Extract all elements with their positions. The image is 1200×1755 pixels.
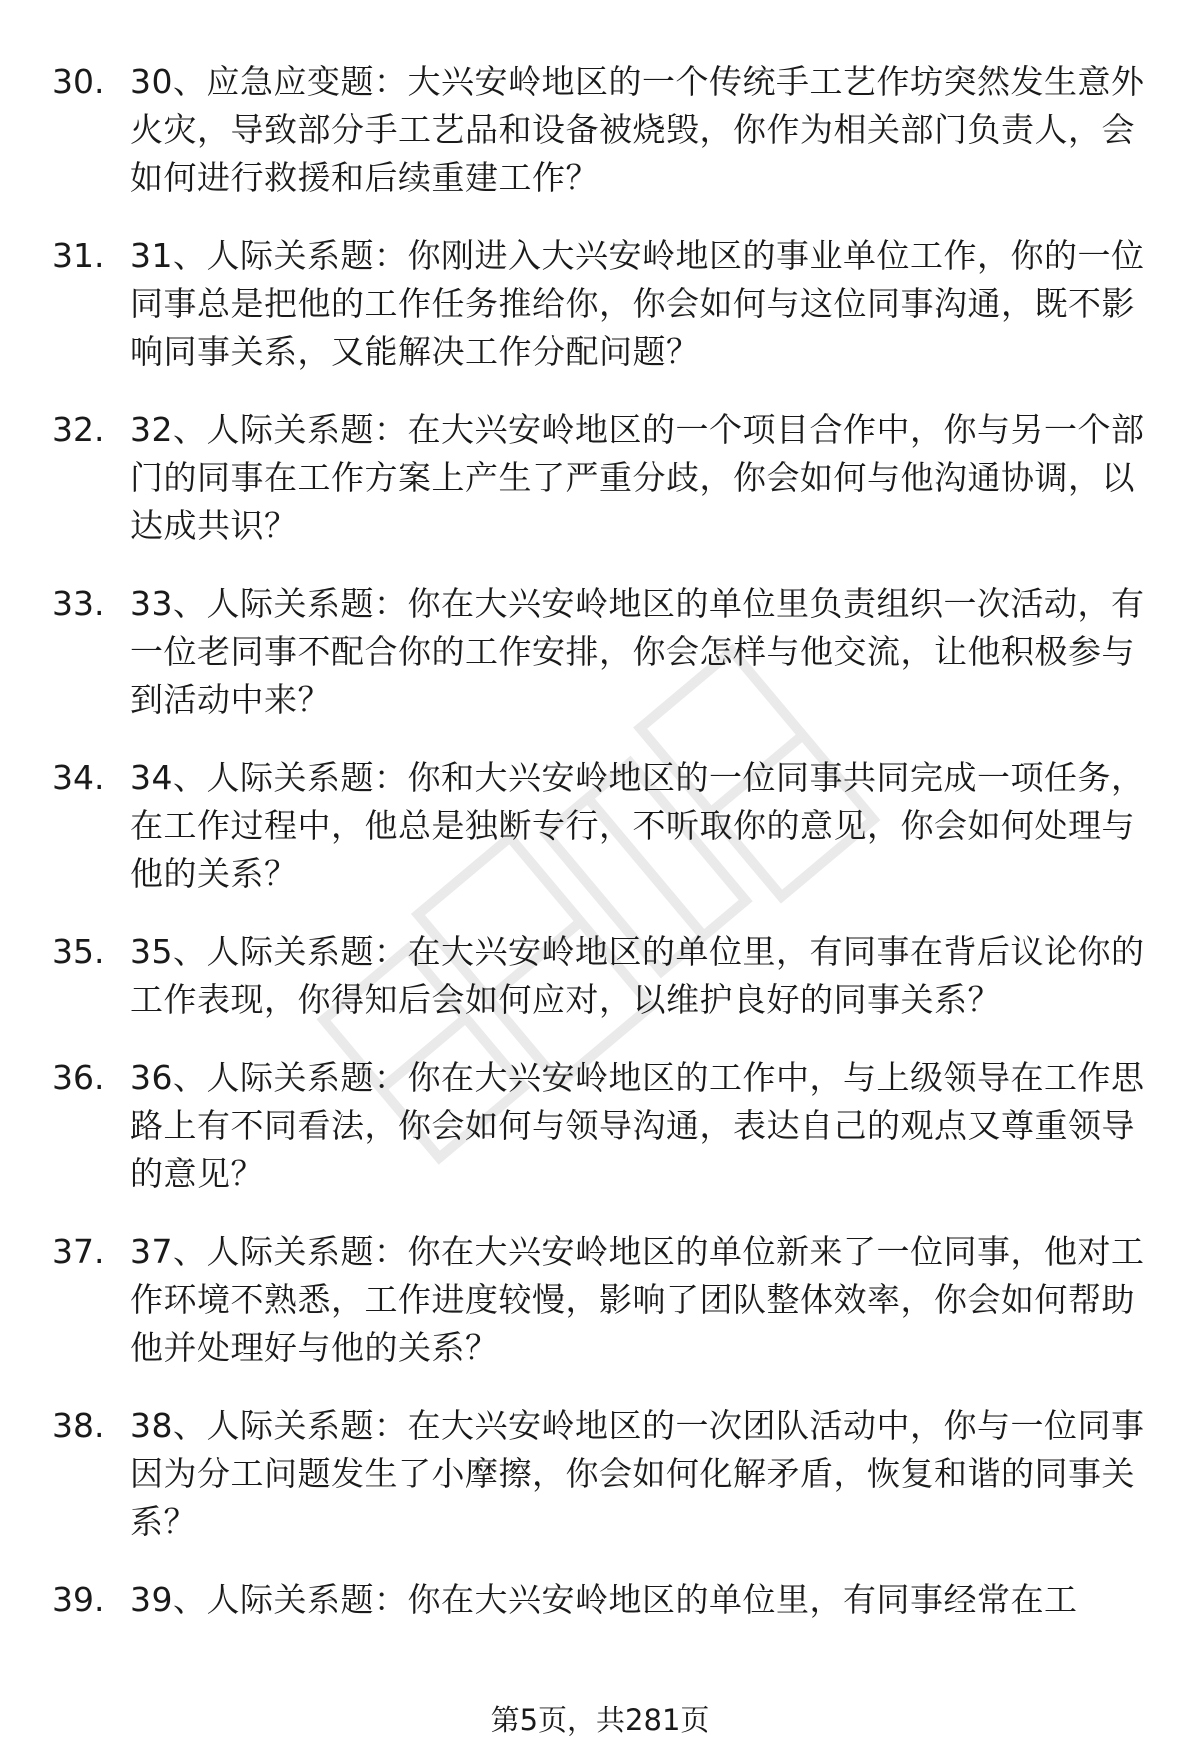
- page-footer: 第5页，共281页: [490, 1703, 710, 1737]
- question-text: 39、人际关系题：你在大兴安岭地区的单位里，有同事经常在工: [130, 1580, 1078, 1619]
- question-text: 34、人际关系题：你和大兴安岭地区的一位同事共同完成一项任务，在工作过程中，他总是独断专行，不听取你的意见，你会如何处理与他的关系？: [130, 758, 1145, 893]
- question-number: 31.: [52, 236, 105, 275]
- question-number: 34.: [52, 758, 105, 797]
- question-item: [52, 580, 1162, 754]
- question-number: 38.: [52, 1406, 105, 1445]
- question-item: [52, 1228, 1162, 1402]
- question-number: 35.: [52, 932, 105, 971]
- question-item: [52, 1576, 1162, 1630]
- question-item: [52, 928, 1162, 1054]
- question-text: 36、人际关系题：你在大兴安岭地区的工作中，与上级领导在工作思路上有不同看法，你会如何与领导沟通，表达自己的观点又尊重领导的意见？: [130, 1058, 1145, 1193]
- question-number: 30.: [52, 62, 105, 101]
- question-item: [52, 1054, 1162, 1228]
- question-list: [52, 58, 1162, 1630]
- question-text: 31、人际关系题：你刚进入大兴安岭地区的事业单位工作，你的一位同事总是把他的工作任务推给你，你会如何与这位同事沟通，既不影响同事关系，又能解决工作分配问题？: [130, 236, 1145, 371]
- question-text: 37、人际关系题：你在大兴安岭地区的单位新来了一位同事，他对工作环境不熟悉，工作进度较慢，影响了团队整体效率，你会如何帮助他并处理好与他的关系？: [130, 1232, 1145, 1367]
- question-item: [52, 754, 1162, 928]
- question-item: [52, 1402, 1162, 1576]
- question-number: 33.: [52, 584, 105, 623]
- question-text: 32、人际关系题：在大兴安岭地区的一个项目合作中，你与另一个部门的同事在工作方案上产生了严重分歧，你会如何与他沟通协调，以达成共识？: [130, 410, 1145, 545]
- question-number: 36.: [52, 1058, 105, 1097]
- question-text: 30、应急应变题：大兴安岭地区的一个传统手工艺作坊突然发生意外火灾，导致部分手工艺品和设备被烧毁，你作为相关部门负责人，会如何进行救援和后续重建工作？: [130, 62, 1145, 197]
- question-item: [52, 58, 1162, 232]
- question-text: 33、人际关系题：你在大兴安岭地区的单位里负责组织一次活动，有一位老同事不配合你的工作安排，你会怎样与他交流，让他积极参与到活动中来？: [130, 584, 1145, 719]
- question-item: [52, 232, 1162, 406]
- question-number: 37.: [52, 1232, 105, 1271]
- question-text: 38、人际关系题：在大兴安岭地区的一次团队活动中，你与一位同事因为分工问题发生了小摩擦，你会如何化解矛盾，恢复和谐的同事关系？: [130, 1406, 1145, 1541]
- question-text: 35、人际关系题：在大兴安岭地区的单位里，有同事在背后议论你的工作表现，你得知后会如何应对，以维护良好的同事关系？: [130, 932, 1145, 1019]
- question-number: 39.: [52, 1580, 105, 1619]
- question-number: 32.: [52, 410, 105, 449]
- question-item: [52, 406, 1162, 580]
